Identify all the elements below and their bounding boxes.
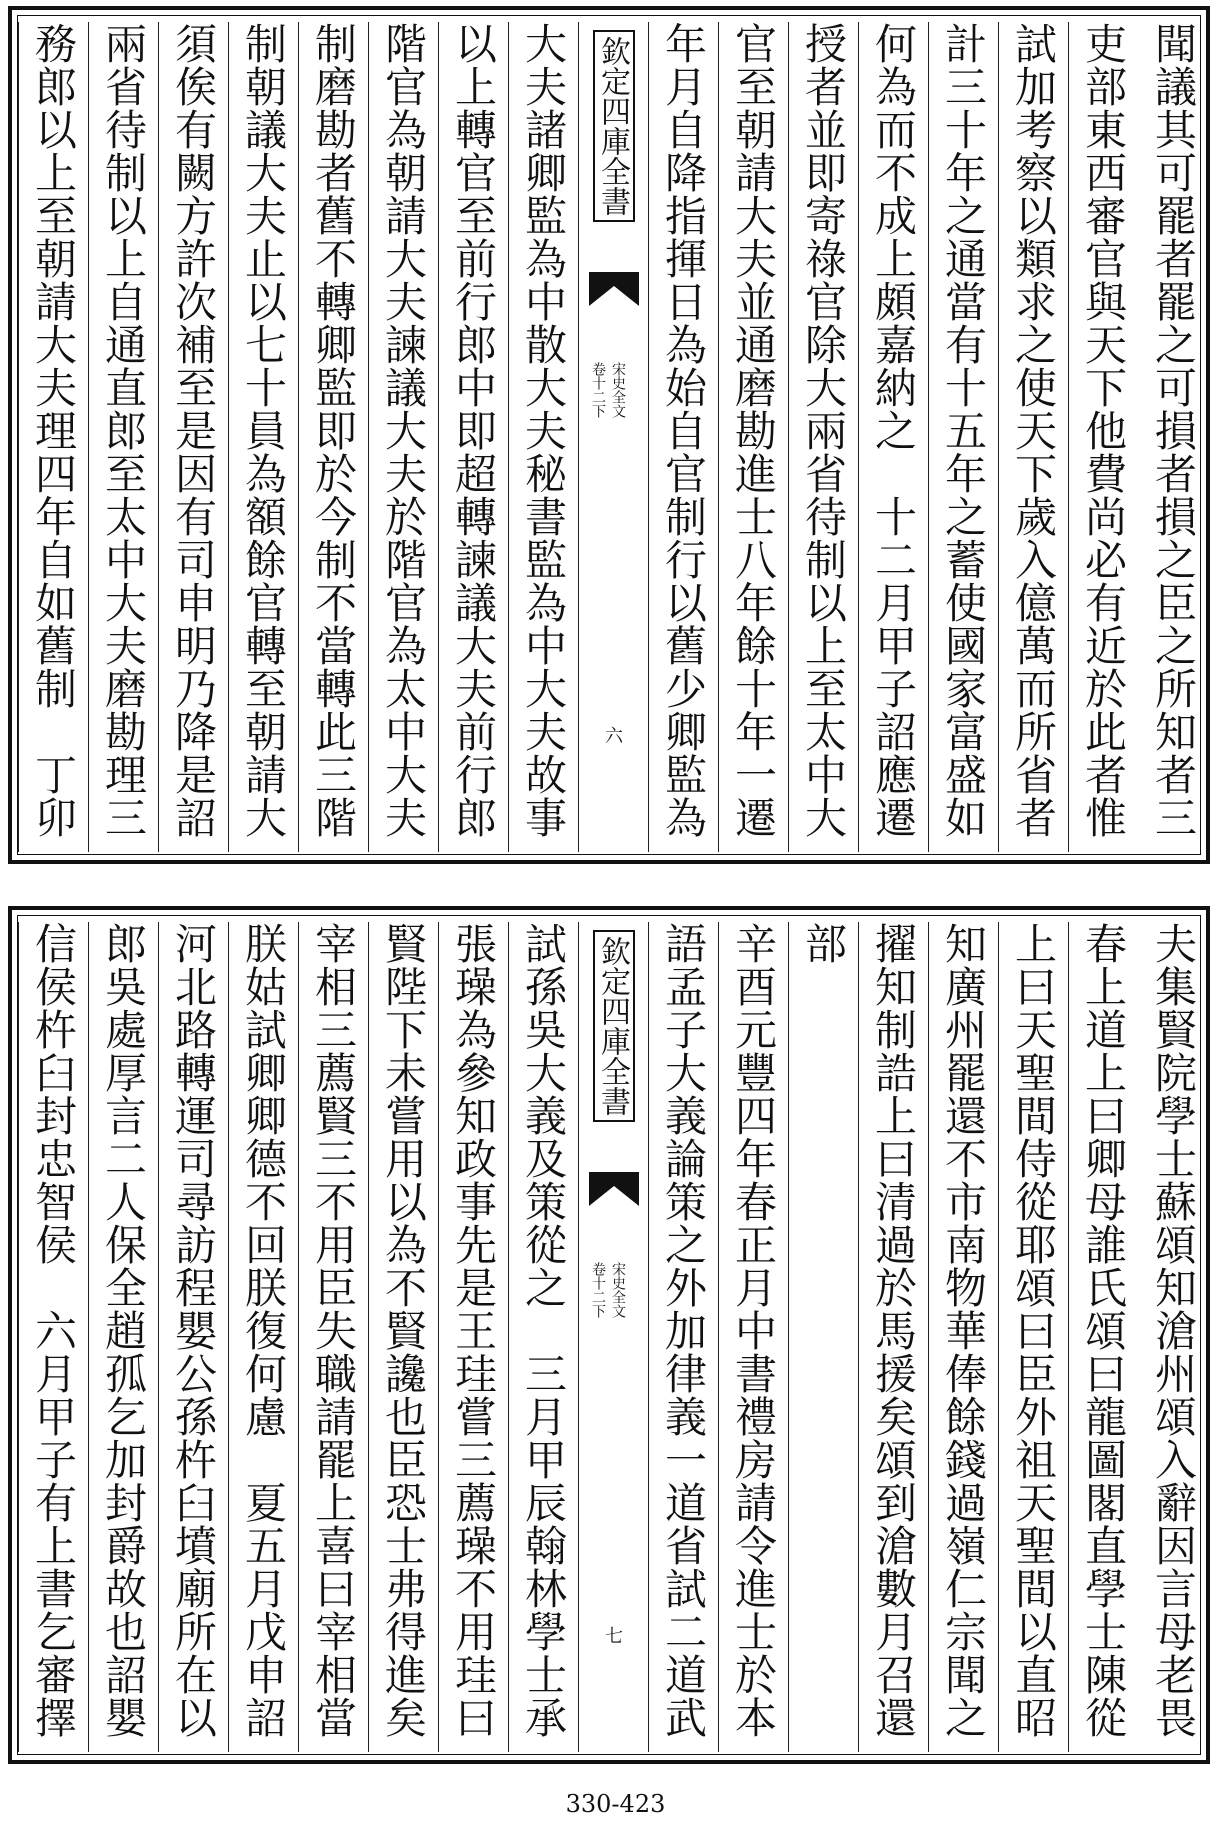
fish-tail-icon [589, 272, 639, 306]
text-column: 制朝議大夫止以七十員為額餘官轉至朝請大 [228, 22, 298, 852]
text-column: 官至朝請大夫並通磨勘進士八年餘十年一遷 [718, 22, 788, 852]
text-column: 上曰天聖間侍從耶頌曰臣外祖天聖間以直昭 [998, 922, 1068, 1752]
text-column: 計三十年之通當有十五年之蓄使國家富盛如 [928, 22, 998, 852]
spine-chapter: 卷十二下 [590, 1262, 606, 1318]
text-column: 年月自降指揮日為始自官制行以舊少卿監為 [648, 22, 718, 852]
spine-book-title: 宋史全文 [610, 362, 626, 418]
text-column: 吏部東西審官與天下他費尚必有近於此者惟 [1068, 22, 1138, 852]
text-column: 聞議其可罷者罷之可損者損之臣之所知者三 [1149, 22, 1198, 839]
text-column: 張璪為參知政事先是王珪嘗三薦璪不用珪曰 [438, 922, 508, 1752]
text-column: 宰相三薦賢三不用臣失職請罷上喜曰宰相當 [298, 922, 368, 1752]
page-code: 330-423 [565, 1790, 666, 1818]
spine-page-number: 六 [605, 726, 623, 747]
text-column: 春上道上曰卿母誰氏頌曰龍圖閣直學士陳從 [1068, 922, 1138, 1752]
text-column: 知廣州罷還不市南物華俸餘錢過嶺仁宗聞之 [928, 922, 998, 1752]
text-column: 信侯杵臼封忠智侯 六月甲子有上書乞審擇 [18, 922, 88, 1752]
text-column: 賢陛下未嘗用以為不賢讒也臣恐士弗得進矣 [368, 922, 438, 1752]
text-column: 務郎以上至朝請大夫理四年自如舊制 丁卯 [18, 22, 88, 852]
text-column: 辛酉元豐四年春正月中書禮房請令進士於本 [718, 922, 788, 1752]
spine-title: 欽定四庫全書 [593, 930, 635, 1122]
text-column: 部 [788, 922, 858, 1752]
page-spine [578, 22, 648, 852]
text-column: 語孟子大義論策之外加律義一道省試二道武 [648, 922, 718, 1752]
text-column: 試孫吳大義及策從之 三月甲辰翰林學士承 [508, 922, 578, 1752]
text-column: 郎吳處厚言二人保全趙孤乞加封爵故也詔嬰 [88, 922, 158, 1752]
top-page [8, 6, 1210, 864]
spine-book-title: 宋史全文 [610, 1262, 626, 1318]
text-column: 授者並即寄祿官除大兩省待制以上至太中大 [788, 22, 858, 852]
bottom-page [8, 906, 1210, 1764]
spine-page-number: 七 [605, 1626, 623, 1647]
text-column: 何為而不成上頗嘉納之 十二月甲子詔應遷 [858, 22, 928, 852]
text-column: 夫集賢院學士蘇頌知滄州頌入辭因言母老畏 [1149, 922, 1198, 1739]
text-column: 朕姑試卿卿德不回朕復何慮 夏五月戊申詔 [228, 922, 298, 1752]
fish-tail-icon [589, 1172, 639, 1206]
text-column: 須俟有闕方許次補至是因有司申明乃降是詔 [158, 22, 228, 852]
spine-title: 欽定四庫全書 [593, 30, 635, 222]
text-column: 兩省待制以上自通直郎至太中大夫磨勘理三 [88, 22, 158, 852]
text-column: 階官為朝請大夫諫議大夫於階官為太中大夫 [368, 22, 438, 852]
text-column: 以上轉官至前行郎中即超轉諫議大夫前行郎 [438, 22, 508, 852]
spine-chapter: 卷十二下 [590, 362, 606, 418]
text-column: 制磨勘者舊不轉卿監即於今制不當轉此三階 [298, 22, 368, 852]
text-column: 大夫諸卿監為中散大夫秘書監為中大夫故事 [508, 22, 578, 852]
page-spine [578, 922, 648, 1752]
text-column: 河北路轉運司尋訪程嬰公孫杵臼墳廟所在以 [158, 922, 228, 1752]
text-column: 試加考察以類求之使天下歲入億萬而所省者 [998, 22, 1068, 852]
text-column: 擢知制誥上曰清過於馬援矣頌到滄數月召還 [858, 922, 928, 1752]
